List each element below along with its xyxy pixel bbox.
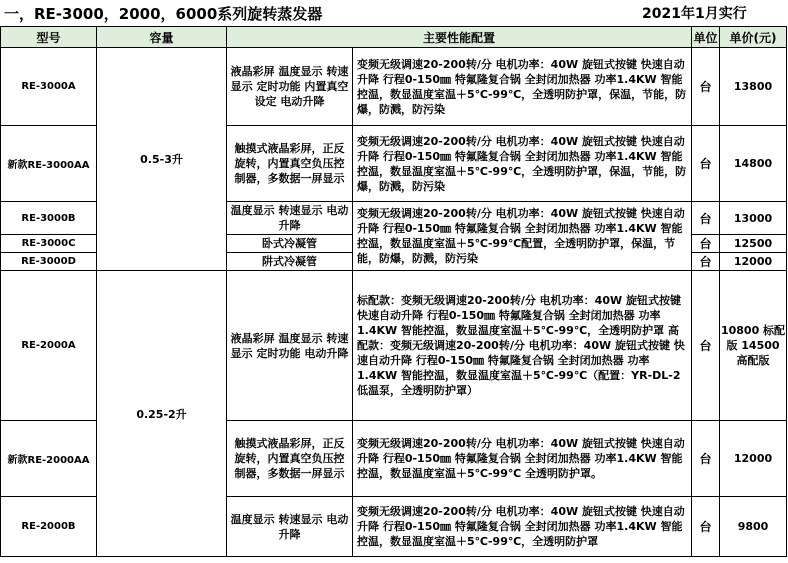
unit-cell: 台 xyxy=(692,421,720,497)
model-cell: RE-2000A xyxy=(1,271,97,421)
capacity-cell: 0.5-3升 xyxy=(97,48,227,271)
price-cell: 13800 xyxy=(720,48,787,126)
model-cell: RE-2000B xyxy=(1,497,97,557)
features-cell: 阱式冷凝管 xyxy=(227,253,353,271)
price-cell: 12000 xyxy=(720,253,787,271)
price-cell: 12000 xyxy=(720,421,787,497)
features-cell: 液晶彩屏 温度显示 转速显示 定时功能 电动升降 xyxy=(227,271,353,421)
config-cell: 变频无级调速20-200转/分 电机功率：40W 旋钮式按键 快速自动升降 行程0-150㎜ 特氟隆复合锅 全封闭加热器 功率1.4KW 智能控温，数显温度室温＋5℃-99℃，全透明防护罩，保温，节能，防爆，防溅，防污染 xyxy=(353,126,692,202)
model-cell: RE-3000C xyxy=(1,235,97,253)
unit-cell: 台 xyxy=(692,253,720,271)
features-cell: 液晶彩屏 温度显示 转速显示 定时功能 内置真空设定 电动升降 xyxy=(227,48,353,126)
unit-cell: 台 xyxy=(692,235,720,253)
effective-date: 2021年1月实行 xyxy=(642,6,747,22)
model-cell: RE-3000D xyxy=(1,253,97,271)
config-cell: 标配款：变频无级调速20-200转/分 电机功率：40W 旋钮式按键 快速自动升降 行程0-150㎜ 特氟隆复合锅 全封闭加热器 功率1.4KW 智能控温，数显温度室温＋5℃-99℃，全透明防护罩 高配款：变频无级调速20-200转/分 电机功率：40W 旋钮式按键 快速自动升降 行程0-150㎜ 特氟隆复合锅 全封闭加热器 功率1.4KW 智能控温，数显温度室温＋5℃-99℃（配置：YR-DL-2低温泵，全透明防护罩） xyxy=(353,271,692,421)
model-cell: RE-3000A xyxy=(1,48,97,126)
features-cell: 触摸式液晶彩屏，正反旋转，内置真空负压控制器，多数据一屏显示 xyxy=(227,421,353,497)
features-cell: 温度显示 转速显示 电动升降 xyxy=(227,497,353,557)
price-table xyxy=(0,26,787,557)
table-row xyxy=(1,48,787,126)
price-cell: 9800 xyxy=(720,497,787,557)
column-header-price: 单价(元) xyxy=(720,27,787,48)
features-cell: 卧式冷凝管 xyxy=(227,235,353,253)
table-header-row xyxy=(1,27,787,48)
config-cell: 变频无级调速20-200转/分 电机功率：40W 旋钮式按键 快速自动升降 行程0-150㎜ 特氟隆复合锅 全封闭加热器 功率1.4KW 智能控温，数显温度室温＋5℃-99℃配置，全透明防护罩，保温，节能，防爆，防溅，防污染 xyxy=(353,202,692,271)
unit-cell: 台 xyxy=(692,202,720,235)
config-cell: 变频无级调速20-200转/分 电机功率：40W 旋钮式按键 快速自动升降 行程0-150㎜ 特氟隆复合锅 全封闭加热器 功率1.4KW 智能控温，数显温度室温＋5℃-99℃，全透明防护罩 xyxy=(353,497,692,557)
column-header-config: 主要性能配置 xyxy=(227,27,692,48)
features-cell: 温度显示 转速显示 电动升降 xyxy=(227,202,353,235)
model-cell: 新款RE-3000AA xyxy=(1,126,97,202)
column-header-model: 型号 xyxy=(1,27,97,48)
price-cell: 13000 xyxy=(720,202,787,235)
column-header-capacity: 容量 xyxy=(97,27,227,48)
column-header-unit: 单位 xyxy=(692,27,720,48)
features-cell: 触摸式液晶彩屏，正反旋转，内置真空负压控制器，多数据一屏显示 xyxy=(227,126,353,202)
price-cell: 14800 xyxy=(720,126,787,202)
model-cell: 新款RE-2000AA xyxy=(1,421,97,497)
price-cell: 12500 xyxy=(720,235,787,253)
page-title: 一，RE-3000，2000，6000系列旋转蒸发器 xyxy=(4,5,323,23)
unit-cell: 台 xyxy=(692,271,720,421)
unit-cell: 台 xyxy=(692,497,720,557)
price-cell: 10800 标配版 14500 高配版 xyxy=(720,271,787,421)
capacity-cell: 0.25-2升 xyxy=(97,271,227,557)
unit-cell: 台 xyxy=(692,48,720,126)
config-cell: 变频无级调速20-200转/分 电机功率：40W 旋钮式按键 快速自动升降 行程0-150㎜ 特氟隆复合锅 全封闭加热器 功率1.4KW 智能控温，数显温度室温＋5℃-99℃，全透明防护罩，保温，节能，防爆，防溅，防污染 xyxy=(353,48,692,126)
title-bar xyxy=(0,0,788,26)
unit-cell: 台 xyxy=(692,126,720,202)
model-cell: RE-3000B xyxy=(1,202,97,235)
table-row xyxy=(1,271,787,421)
config-cell: 变频无级调速20-200转/分 电机功率：40W 旋钮式按键 快速自动升降 行程0-150㎜ 特氟隆复合锅 全封闭加热器 功率1.4KW 智能控温，数显温度室温＋5℃-99℃ 全透明防护罩。 xyxy=(353,421,692,497)
